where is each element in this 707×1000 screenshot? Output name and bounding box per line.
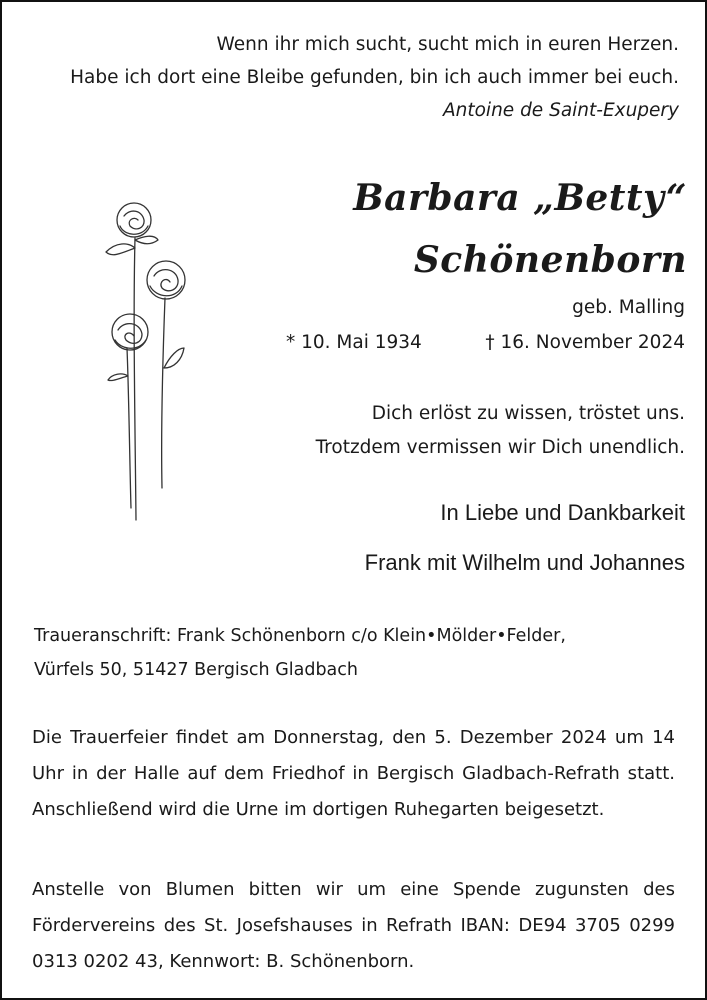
roses-illustration-icon xyxy=(94,198,204,528)
gratitude-line: In Liebe und Dankbarkeit xyxy=(440,500,685,525)
donation-paragraph: Anstelle von Blumen bitten wir um eine Spende zugunsten des Fördervereins des St. Josefshauses in Refrath IBAN: DE94 3705 0299 0313 0202 43, Kennwort: B. Schönenborn. xyxy=(32,879,675,972)
quote-block xyxy=(70,28,679,127)
deceased-first-name: Barbara „Betty“ xyxy=(353,177,687,219)
mourners-names: Frank mit Wilhelm und Johannes xyxy=(364,550,685,575)
address-line-2: Vürfels 50, 51427 Bergisch Gladbach xyxy=(34,660,358,680)
birth-date: * 10. Mai 1934 xyxy=(286,332,422,353)
quote-line-2: Habe ich dort eine Bleibe gefunden, bin ich auch immer bei euch. xyxy=(70,67,679,88)
funeral-service-paragraph: Die Trauerfeier findet am Donnerstag, den 5. Dezember 2024 um 14 Uhr in der Halle auf dem Friedhof in Bergisch Gladbach-Refrath statt. Anschließend wird die Urne im dortigen Ruhegarten beigesetzt. xyxy=(32,727,675,820)
consolation-line-1: Dich erlöst zu wissen, tröstet uns. xyxy=(371,403,685,424)
quote-line-1: Wenn ihr mich sucht, sucht mich in euren Herzen. xyxy=(216,34,679,55)
birth-name: geb. Malling xyxy=(572,297,685,318)
mourning-address xyxy=(34,619,566,687)
death-date: † 16. November 2024 xyxy=(485,332,685,353)
life-dates xyxy=(286,332,685,353)
address-line-1: Traueranschrift: Frank Schönenborn c/o Klein•Mölder•Felder, xyxy=(34,626,566,646)
consolation-line-2: Trotzdem vermissen wir Dich unendlich. xyxy=(315,437,685,458)
quote-author: Antoine de Saint-Exupery xyxy=(442,100,679,121)
consolation-text xyxy=(316,397,685,465)
deceased-last-name: Schönenborn xyxy=(413,239,687,281)
